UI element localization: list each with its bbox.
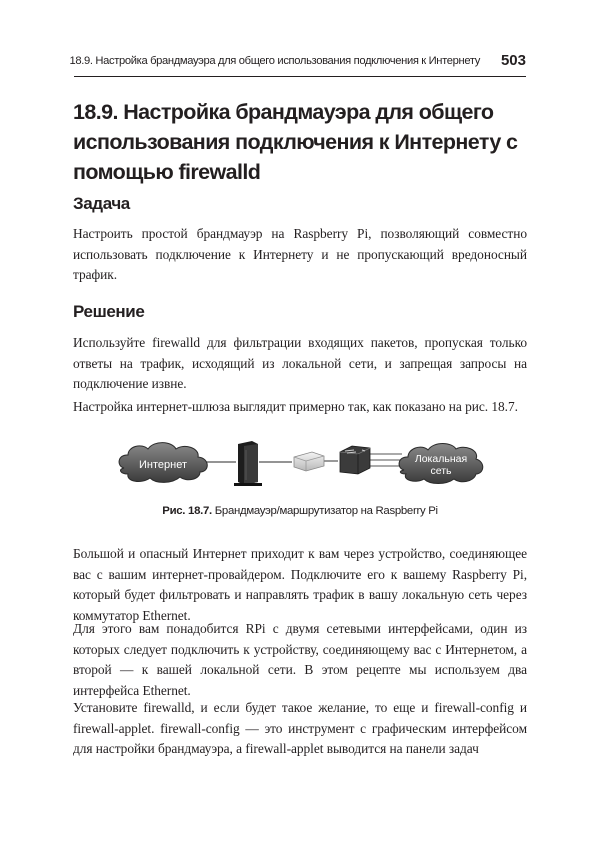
body-paragraph-2: Для этого вам понадобится RPi с двумя сетевыми интерфейсами, один из которых следует подключить к устройству, соединяющему вас с Интернетом, а второй — к вашей локальной сети. В этом рецепте мы используем два интерфейса Ethernet.	[73, 621, 527, 698]
page-number: 503	[500, 52, 526, 69]
caption-number: Рис. 18.7.	[162, 505, 212, 517]
lan-label-line1: Локальная	[414, 453, 468, 465]
chapter-title: 18.9. Настройка брандмауэра для общего использования подключения к Интернету с помощью firewalld	[73, 100, 518, 184]
internet-label: Интернет	[139, 459, 187, 471]
modem-icon	[294, 452, 324, 471]
solution-paragraph-2: Настройка интернет-шлюза выглядит примерно так, как показано на рис. 18.7.	[73, 399, 518, 414]
network-diagram	[116, 438, 486, 496]
task-paragraph: Настроить простой брандмауэр на Raspberry Pi, позволяющий совместно использовать подключение к Интернету и не пропускающий вредоносный трафик.	[73, 226, 527, 282]
figure-caption	[73, 505, 527, 517]
running-header	[69, 52, 526, 77]
caption-text: Брандмауэр/маршрутизатор на Raspberry Pi	[214, 505, 438, 517]
running-title: 18.9. Настройка брандмауэра для общего использования подключения к Интернету	[69, 55, 480, 67]
body-paragraph-3: Установите firewalld, и если будет такое желание, то еще и firewall-config и firewall-applet. firewall-config — это инструмент с графическим интерфейсом для настройки брандмауэра, а firewall-applet выводится на панели задач	[73, 700, 527, 756]
task-heading: Задача	[73, 194, 130, 213]
solution-paragraph-1: Используйте firewalld для фильтрации входящих пакетов, пропуская только ответы на трафик, исходящий из локальной сети, и запрещая запросы на подключение извне.	[73, 335, 527, 391]
ethernet-switch-icon	[340, 446, 370, 474]
body-paragraph-1: Большой и опасный Интернет приходит к вам через устройство, соединяющее вас с вашим интернет-провайдером. Подключите его к вашему Raspberry Pi, который будет фильтровать и направлять трафик в вашу локальную сеть через коммутатор Ethernet.	[73, 546, 527, 623]
lan-label-line2: сеть	[430, 465, 452, 477]
solution-heading: Решение	[73, 302, 145, 321]
raspberry-pi-icon	[234, 441, 262, 486]
